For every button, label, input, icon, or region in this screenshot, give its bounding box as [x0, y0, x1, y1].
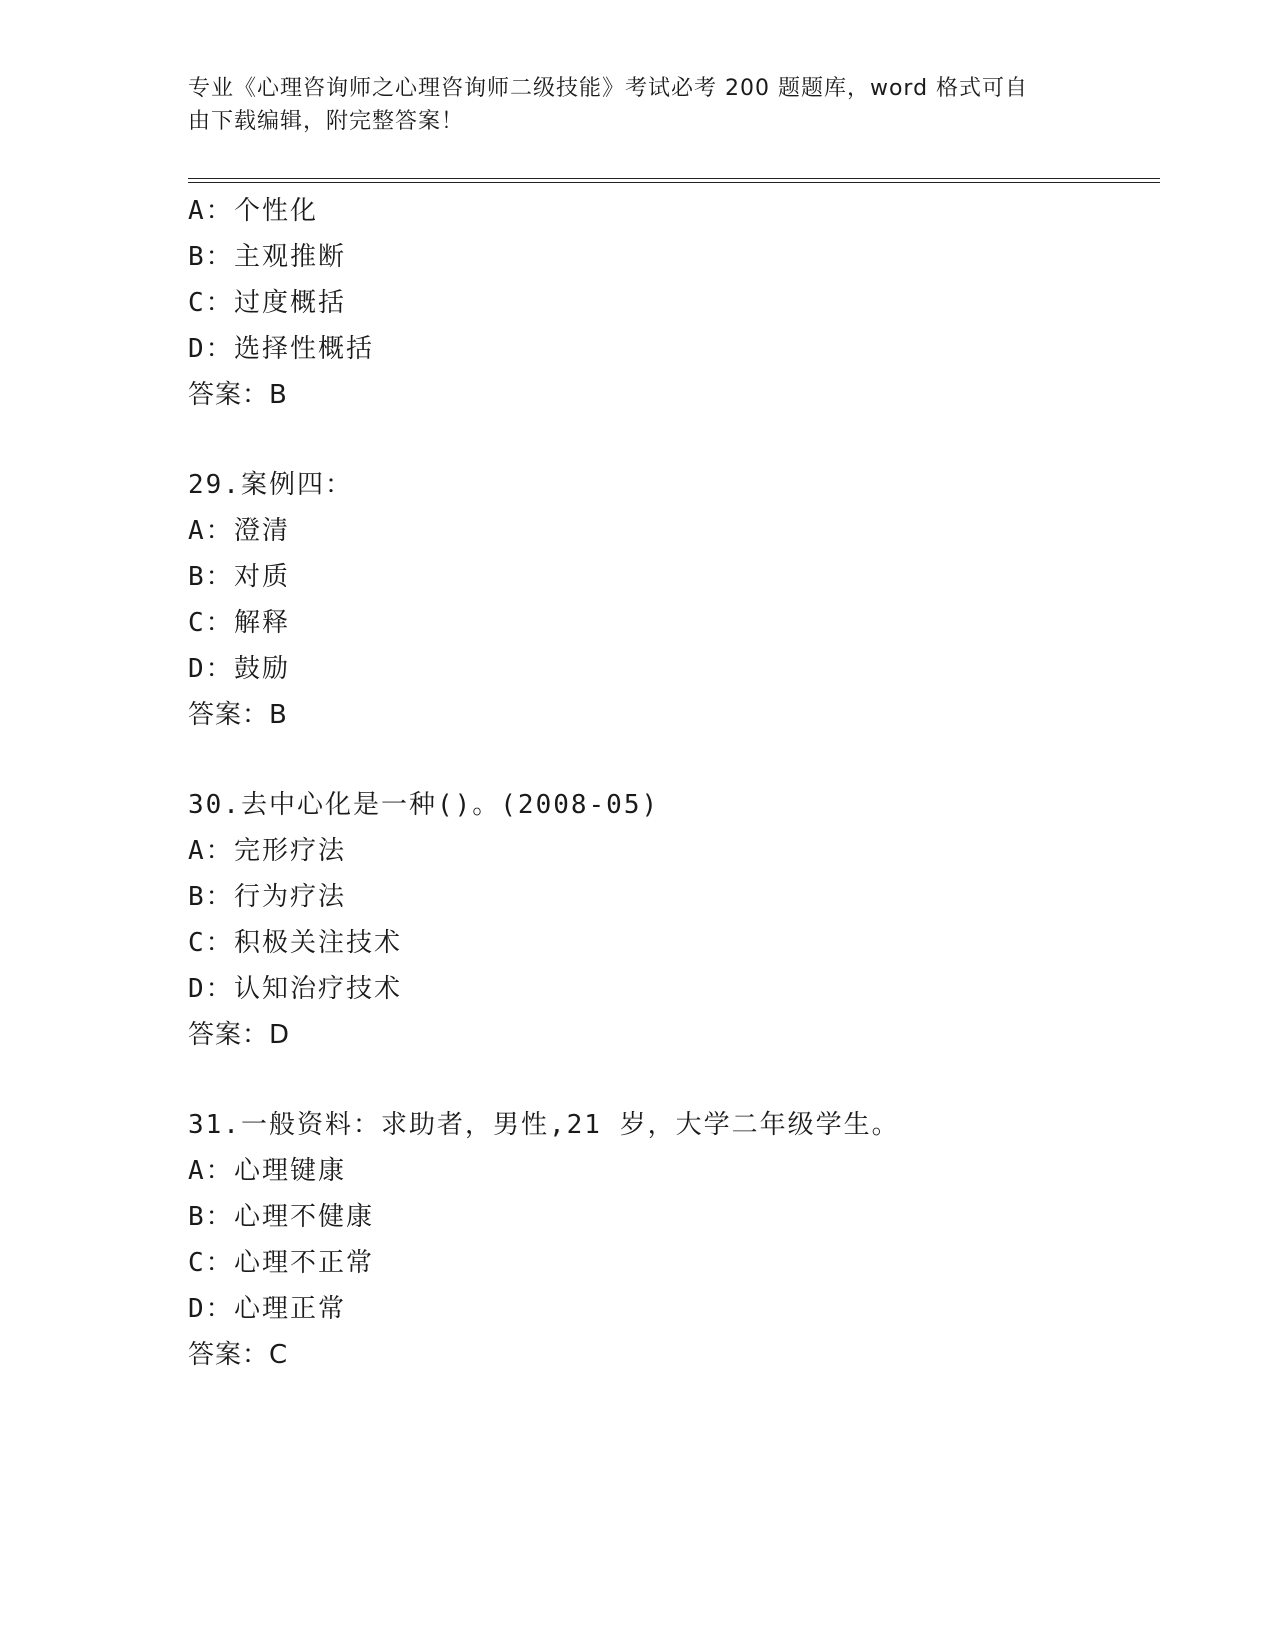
option-b: B：行为疗法 — [188, 882, 347, 912]
question-stem: 31.一般资料：求助者，男性,21 岁，大学二年级学生。 — [188, 1110, 900, 1140]
option-d: D：心理正常 — [188, 1294, 347, 1324]
option-c: C：心理不正常 — [188, 1248, 375, 1278]
spacer — [188, 738, 1160, 782]
answer-line: 答案：B — [188, 700, 288, 730]
option-b: B：对质 — [188, 562, 291, 592]
option-c: C：过度概括 — [188, 288, 347, 318]
option-a: A：完形疗法 — [188, 836, 347, 866]
answer-line: 答案：C — [188, 1340, 289, 1370]
header-line-1: 专业《心理咨询师之心理咨询师二级技能》考试必考 200 题题库，word 格式可自 — [188, 76, 1029, 101]
spacer — [188, 1058, 1160, 1102]
option-a: A：澄清 — [188, 516, 291, 546]
document-header — [188, 72, 1068, 138]
question-stem: 30.去中心化是一种()。(2008-05) — [188, 790, 660, 820]
question-block-30 — [188, 782, 1160, 1058]
option-d: D：认知治疗技术 — [188, 974, 403, 1004]
question-block-prev — [188, 188, 1160, 418]
answer-line: 答案：D — [188, 1020, 291, 1050]
option-b: B：心理不健康 — [188, 1202, 375, 1232]
option-a: A：心理键康 — [188, 1156, 347, 1186]
spacer — [188, 418, 1160, 462]
option-d: D：鼓励 — [188, 654, 291, 684]
option-c: C：积极关注技术 — [188, 928, 403, 958]
option-b: B：主观推断 — [188, 242, 347, 272]
option-d: D：选择性概括 — [188, 334, 375, 364]
header-line-2: 由下载编辑，附完整答案！ — [188, 109, 465, 134]
option-a: A：个性化 — [188, 196, 319, 226]
question-block-31 — [188, 1102, 1160, 1378]
question-list — [188, 188, 1160, 1378]
answer-line: 答案：B — [188, 380, 288, 410]
question-block-29 — [188, 462, 1160, 738]
header-divider — [188, 178, 1160, 183]
option-c: C：解释 — [188, 608, 291, 638]
question-stem: 29.案例四： — [188, 470, 353, 500]
